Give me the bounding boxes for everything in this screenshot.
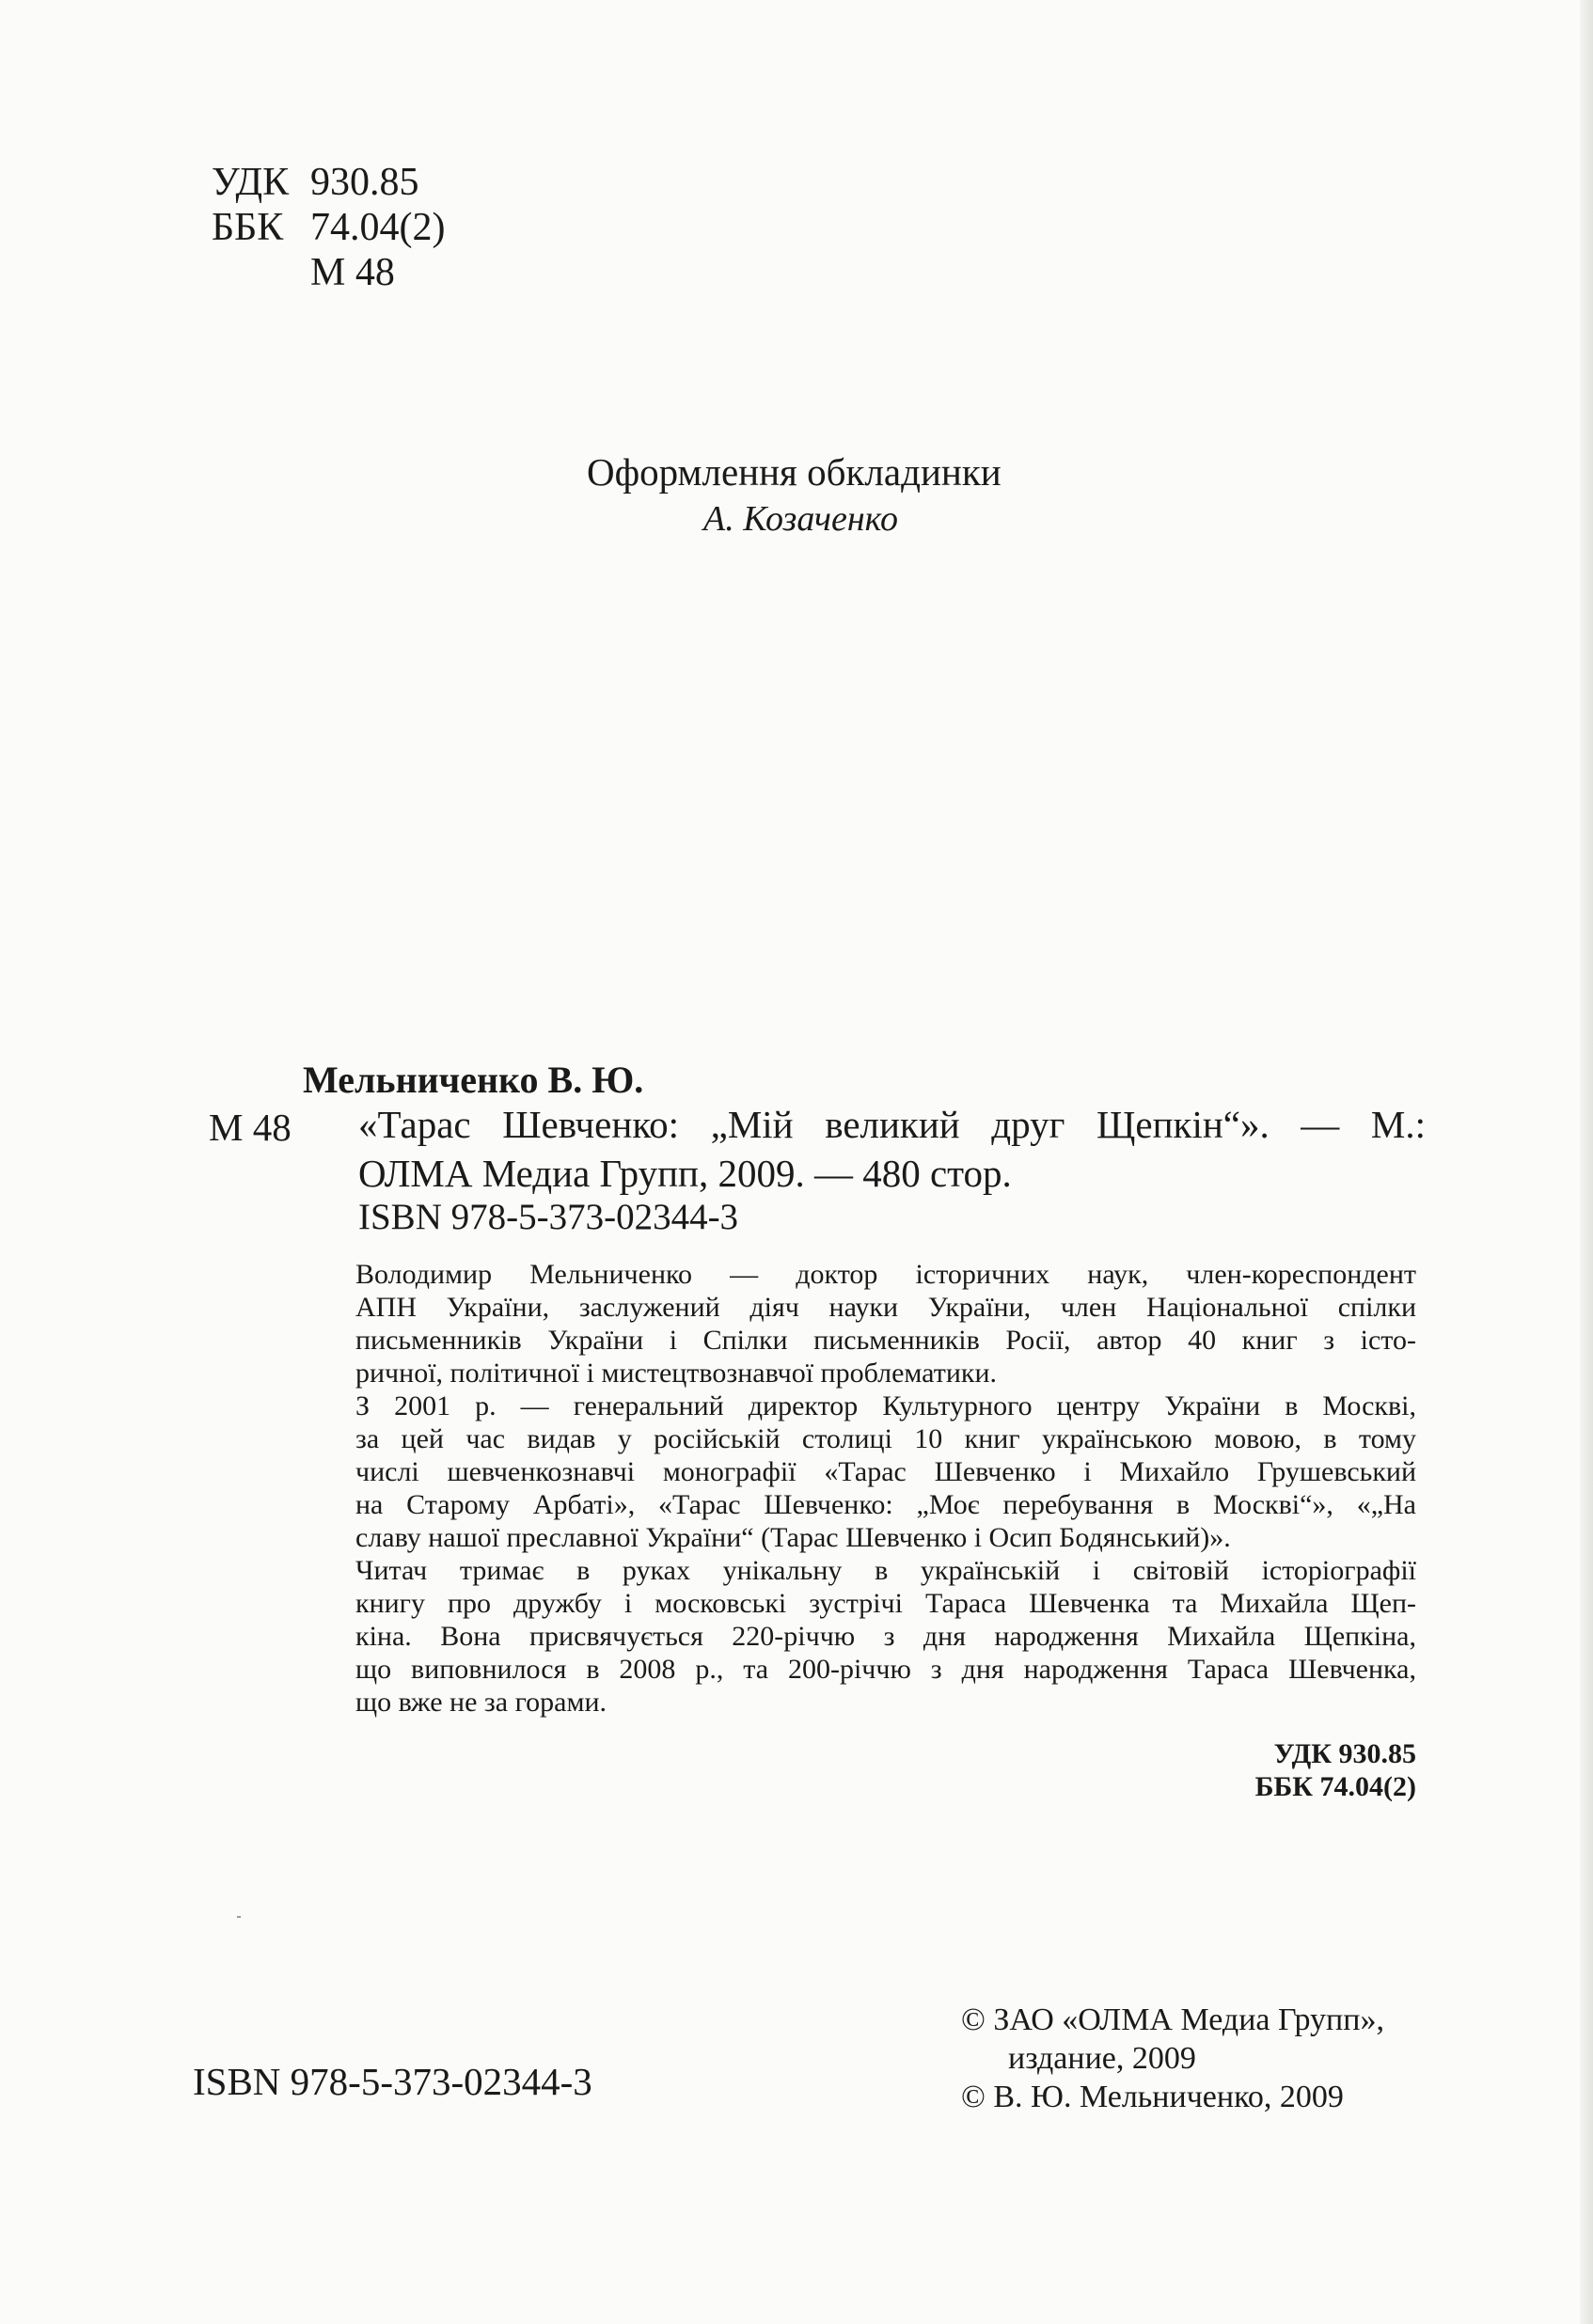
bottom-udk: УДК 930.85 — [1273, 1738, 1416, 1769]
cover-design-label: Оформлення обкладинки — [587, 450, 1002, 494]
cutter-row — [212, 250, 445, 295]
abstract-line: на Старому Арбаті», «Тарас Шевченко: „Моє перебування в Москві“», «„На — [355, 1489, 1416, 1520]
abstract — [355, 1258, 1416, 1719]
footer-isbn: ISBN 978-5-373-02344-3 — [193, 2060, 592, 2103]
bottom-bbk: ББК 74.04(2) — [1254, 1771, 1416, 1802]
abstract-line: книгу про дружбу і московські зустрічі Тараса Шевченка та Михайла Щеп- — [355, 1588, 1416, 1619]
bibliographic-description — [358, 1100, 1426, 1198]
abstract-line: кіна. Вона присвячується 220-річчю з дня народження Михайла Щепкіна, — [355, 1621, 1416, 1652]
abstract-paragraph-1 — [355, 1258, 1416, 1390]
title-line: «Тарас Шевченко: „Мій великий друг Щепкін“». — М.: — [358, 1103, 1426, 1146]
abstract-line: Володимир Мельниченко — доктор історичних наук, член-кореспондент — [355, 1259, 1416, 1290]
abstract-line: що вже не за горами. — [355, 1687, 607, 1718]
abstract-line: письменників України і Спілки письменників Росії, автор 40 книг з істо- — [355, 1325, 1416, 1356]
bbk-label: ББК — [212, 206, 284, 249]
abstract-line: Читач тримає в руках унікальну в українській і світовій історіографії — [355, 1555, 1416, 1586]
record-cutter: М 48 — [209, 1106, 292, 1149]
udk-value: 930.85 — [310, 161, 419, 204]
page-edge — [1580, 0, 1593, 2324]
cover-designer-name: А. Козаченко — [703, 499, 898, 539]
print-speck — [237, 1916, 241, 1918]
abstract-paragraph-3 — [355, 1554, 1416, 1719]
copyright-publisher-edition: издание, 2009 — [1008, 2041, 1196, 2076]
udk-row — [212, 160, 445, 205]
abstract-line: славу нашої преславної України“ (Тарас Шевченко і Осип Бодянський)». — [355, 1522, 1231, 1553]
bbk-value: 74.04(2) — [310, 206, 446, 249]
bbk-row — [212, 205, 445, 250]
author-heading: Мельниченко В. Ю. — [303, 1059, 644, 1101]
record-isbn: ISBN 978-5-373-02344-3 — [358, 1197, 739, 1237]
abstract-paragraph-2 — [355, 1390, 1416, 1554]
abstract-line: З 2001 р. — генеральний директор Культурного центру України в Москві, — [355, 1390, 1416, 1421]
abstract-line: АПН України, заслужений діяч науки України, член Національної спілки — [355, 1292, 1416, 1323]
classification-block — [212, 160, 445, 295]
abstract-line: ричної, політичної і мистецтвознавчої проблематики. — [355, 1358, 998, 1389]
copyright-publisher: © ЗАО «ОЛМА Медиа Групп», — [961, 2002, 1384, 2037]
copyright-author: © В. Ю. Мельниченко, 2009 — [961, 2080, 1344, 2114]
abstract-line: що виповнилося в 2008 р., та 200-річчю з дня народження Тараса Шевченка, — [355, 1654, 1416, 1685]
imprint-line: ОЛМА Медиа Групп, 2009. — 480 стор. — [358, 1152, 1012, 1195]
bottom-classification — [1255, 1737, 1416, 1803]
cutter-number: М 48 — [310, 251, 395, 294]
abstract-line: числі шевченкознавчі монографії «Тарас Шевченко і Михайло Грушевський — [355, 1456, 1416, 1487]
abstract-line: за цей час видав у російській столиці 10 книг українською мовою, в тому — [355, 1423, 1416, 1454]
udk-label: УДК — [212, 161, 290, 204]
copyright-block — [961, 2001, 1384, 2116]
